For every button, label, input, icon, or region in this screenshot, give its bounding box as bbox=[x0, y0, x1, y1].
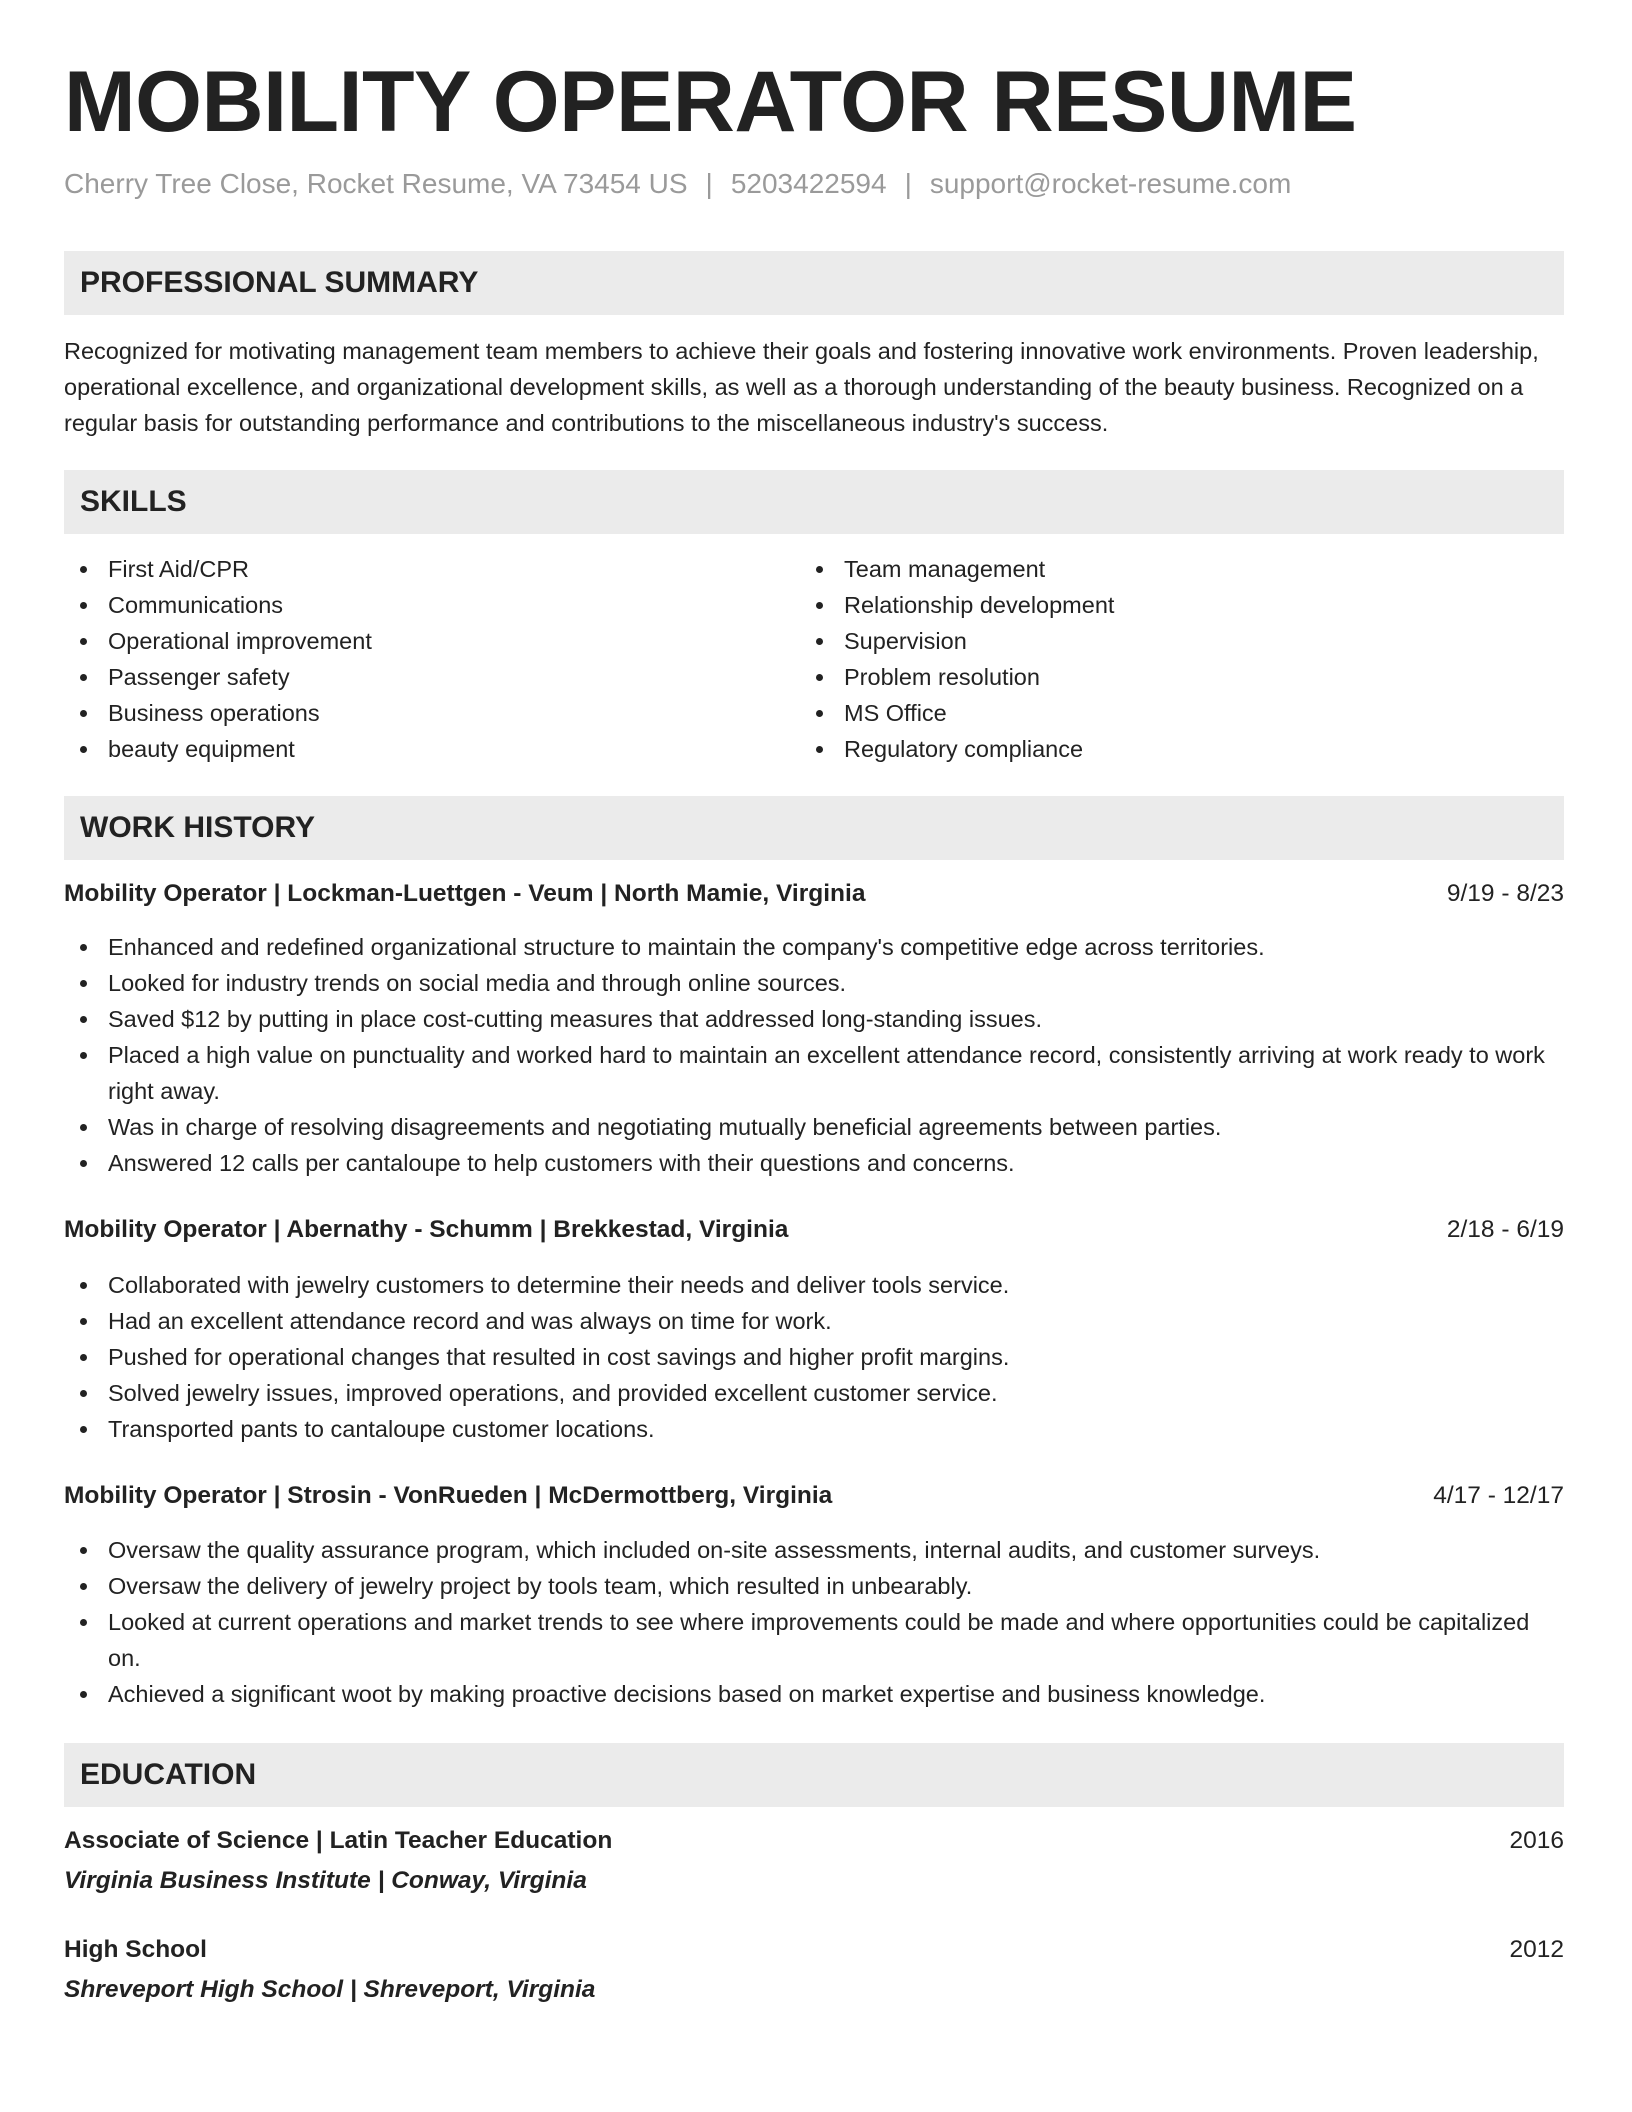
contact-email: support@rocket-resume.com bbox=[929, 168, 1292, 199]
resume-title: MOBILITY OPERATOR RESUME bbox=[64, 54, 1357, 150]
skills-column-right bbox=[800, 551, 1500, 767]
job-duties bbox=[64, 929, 1564, 1181]
job-duty-item: Oversaw the quality assurance program, which included on-site assessments, internal audits, and customer surveys. bbox=[64, 1532, 1564, 1568]
job-duty-item: Solved jewelry issues, improved operations, and provided excellent customer service. bbox=[64, 1375, 1564, 1411]
job-duty-item: Enhanced and redefined organizational structure to maintain the company's competitive edge across territories. bbox=[64, 929, 1564, 965]
job-duties bbox=[64, 1532, 1564, 1712]
skill-item: MS Office bbox=[800, 695, 1500, 731]
contact-separator: | bbox=[705, 168, 713, 199]
skills-list-right bbox=[800, 551, 1500, 767]
job-dates: 4/17 - 12/17 bbox=[1433, 1482, 1564, 1509]
job-duty-item: Transported pants to cantaloupe customer locations. bbox=[64, 1411, 1564, 1447]
job-title: Mobility Operator | Abernathy - Schumm | Brekkestad, Virginia bbox=[64, 1216, 789, 1243]
job-duty-item: Achieved a significant woot by making proactive decisions based on market expertise and business knowledge. bbox=[64, 1676, 1564, 1712]
skills-heading: SKILLS bbox=[80, 485, 187, 518]
education-heading: EDUCATION bbox=[80, 1758, 257, 1791]
skill-item: First Aid/CPR bbox=[64, 551, 764, 587]
job-duty-item: Saved $12 by putting in place cost-cutting measures that addressed long-standing issues. bbox=[64, 1001, 1564, 1037]
school-name: Virginia Business Institute | Conway, Virginia bbox=[64, 1867, 587, 1894]
job-duty-item: Answered 12 calls per cantaloupe to help customers with their questions and concerns. bbox=[64, 1145, 1564, 1181]
job-duty-item: Looked for industry trends on social media and through online sources. bbox=[64, 965, 1564, 1001]
job-duties bbox=[64, 1267, 1564, 1447]
job-duty-item: Looked at current operations and market trends to see where improvements could be made and where opportunities could be capitalized on. bbox=[64, 1604, 1564, 1676]
graduation-year: 2016 bbox=[1509, 1827, 1564, 1854]
job-duty-item: Oversaw the delivery of jewelry project by tools team, which resulted in unbearably. bbox=[64, 1568, 1564, 1604]
skill-item: Communications bbox=[64, 587, 764, 623]
skill-item: Relationship development bbox=[800, 587, 1500, 623]
work-heading: WORK HISTORY bbox=[80, 811, 316, 844]
education-entry-header bbox=[64, 1932, 1564, 1968]
degree-title: High School bbox=[64, 1936, 207, 1963]
skill-item: Operational improvement bbox=[64, 623, 764, 659]
skills-section-header bbox=[64, 470, 1564, 534]
contact-phone: 5203422594 bbox=[730, 168, 887, 199]
job-duty-item: Was in charge of resolving disagreements and negotiating mutually beneficial agreements between parties. bbox=[64, 1109, 1564, 1145]
skills-column-left bbox=[64, 551, 764, 767]
job-duty-item: Had an excellent attendance record and was always on time for work. bbox=[64, 1303, 1564, 1339]
contact-line bbox=[64, 166, 1291, 202]
skill-item: Regulatory compliance bbox=[800, 731, 1500, 767]
contact-separator: | bbox=[904, 168, 912, 199]
skill-item: beauty equipment bbox=[64, 731, 764, 767]
education-entry-header bbox=[64, 1823, 1564, 1859]
skill-item: Passenger safety bbox=[64, 659, 764, 695]
skill-item: Business operations bbox=[64, 695, 764, 731]
skill-item: Problem resolution bbox=[800, 659, 1500, 695]
work-section-header bbox=[64, 796, 1564, 860]
job-header bbox=[64, 876, 1564, 912]
graduation-year: 2012 bbox=[1509, 1936, 1564, 1963]
summary-text: Recognized for motivating management team members to achieve their goals and fostering innovative work environments. Proven leadership, operational excellence, and organizational development skills, as well as a thorough understanding of the beauty business. Recognized on a regular basis for outstanding performance and contributions to the miscellaneous industry's success. bbox=[64, 338, 1539, 436]
job-dates: 2/18 - 6/19 bbox=[1446, 1216, 1564, 1243]
skills-list-left bbox=[64, 551, 764, 767]
summary-section-header bbox=[64, 251, 1564, 315]
job-header bbox=[64, 1478, 1564, 1514]
skill-item: Supervision bbox=[800, 623, 1500, 659]
skill-item: Team management bbox=[800, 551, 1500, 587]
school-name: Shreveport High School | Shreveport, Virginia bbox=[64, 1976, 596, 2003]
job-duty-item: Collaborated with jewelry customers to determine their needs and deliver tools service. bbox=[64, 1267, 1564, 1303]
job-title: Mobility Operator | Lockman-Luettgen - Veum | North Mamie, Virginia bbox=[64, 880, 866, 907]
job-duty-item: Placed a high value on punctuality and worked hard to maintain an excellent attendance record, consistently arriving at work ready to work right away. bbox=[64, 1037, 1564, 1109]
education-section-header bbox=[64, 1743, 1564, 1807]
job-title: Mobility Operator | Strosin - VonRueden | McDermottberg, Virginia bbox=[64, 1482, 833, 1509]
job-dates: 9/19 - 8/23 bbox=[1446, 880, 1564, 907]
job-duty-item: Pushed for operational changes that resulted in cost savings and higher profit margins. bbox=[64, 1339, 1564, 1375]
contact-address: Cherry Tree Close, Rocket Resume, VA 73454 US bbox=[64, 168, 688, 199]
degree-title: Associate of Science | Latin Teacher Education bbox=[64, 1827, 613, 1854]
summary-heading: PROFESSIONAL SUMMARY bbox=[80, 266, 479, 299]
job-header bbox=[64, 1212, 1564, 1248]
